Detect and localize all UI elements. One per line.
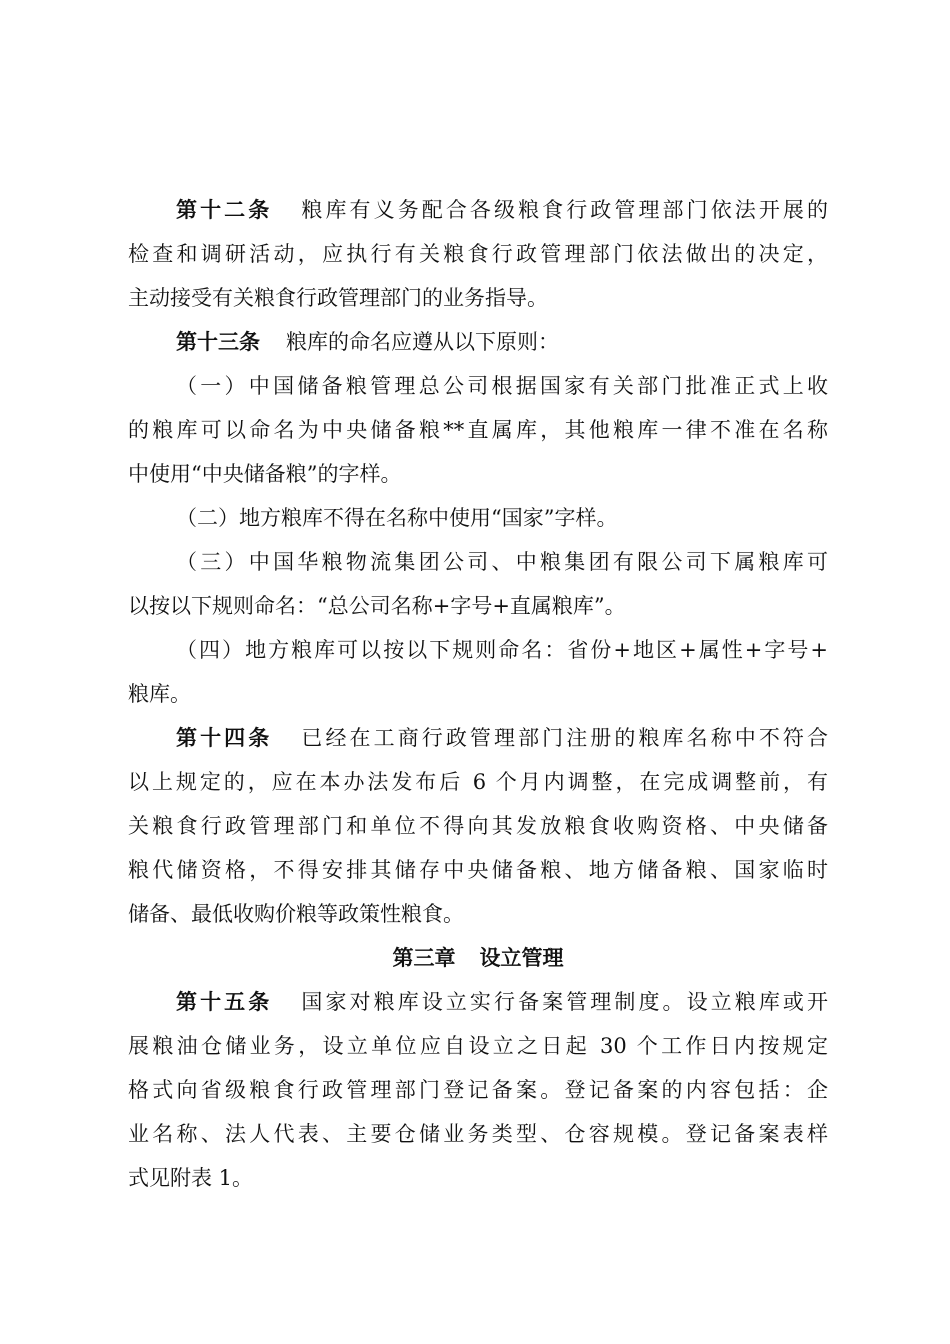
article-14-text-line: 已经在工商行政管理部门注册的粮库名称中不符合	[298, 726, 829, 750]
article-15-text-line: 展粮油仓储业务，设立单位应自设立之日起 30 个工作日内按规定	[128, 1034, 828, 1058]
article-15-text-line: 业名称、法人代表、主要仓储业务类型、仓容规模。登记备案表样	[128, 1122, 828, 1146]
article-14-text-line: 关粮食行政管理部门和单位不得向其发放粮食收购资格、中央储备	[128, 814, 828, 838]
article-13-item-1-line: 的粮库可以命名为中央储备粮**直属库，其他粮库一律不准在名称	[128, 418, 828, 442]
article-12-text-line: 主动接受有关粮食行政管理部门的业务指导。	[128, 286, 548, 310]
article-15-text-line: 国家对粮库设立实行备案管理制度。设立粮库或开	[298, 990, 829, 1014]
article-12-label: 第十二条	[176, 198, 273, 222]
article-13-intro: 粮库的命名应遵从以下原则：	[286, 330, 559, 354]
document-page	[128, 188, 828, 1200]
article-13-item-3-line: （三）中国华粮物流集团公司、中粮集团有限公司下属粮库可	[176, 550, 828, 574]
article-15-text-line: 式见附表 1。	[128, 1166, 254, 1190]
chapter-heading	[128, 936, 828, 980]
article-12-first-line	[128, 188, 828, 232]
chapter-title: 设立管理	[479, 946, 564, 970]
article-15-text-line: 格式向省级粮食行政管理部门登记备案。登记备案的内容包括：企	[128, 1078, 828, 1102]
article-13-item-2: （二）地方粮库不得在名称中使用“国家”字样。	[176, 506, 618, 530]
article-14-text-line: 以上规定的，应在本办法发布后 6 个月内调整，在完成调整前，有	[128, 770, 828, 794]
article-15-first-line	[128, 980, 828, 1024]
article-13-first-line	[128, 320, 828, 364]
article-12-text-line: 检查和调研活动，应执行有关粮食行政管理部门依法做出的决定，	[128, 242, 828, 266]
chapter-number: 第三章	[392, 946, 456, 970]
article-13-item-4-line: （四）地方粮库可以按以下规则命名：省份+地区+属性+字号+	[176, 638, 828, 662]
article-13-item-1-line: （一）中国储备粮管理总公司根据国家有关部门批准正式上收	[176, 374, 828, 398]
article-13-item-1-line: 中使用“中央储备粮”的字样。	[128, 462, 402, 486]
article-14-label: 第十四条	[176, 726, 273, 750]
article-13-item-3-line: 以按以下规则命名：“总公司名称+字号+直属粮库”。	[128, 594, 626, 618]
article-14-text-line: 储备、最低收购价粮等政策性粮食。	[128, 902, 464, 926]
article-13-item-4-line: 粮库。	[128, 682, 191, 706]
article-14-first-line	[128, 716, 828, 760]
article-13-label: 第十三条	[176, 330, 260, 354]
article-14-text-line: 粮代储资格，不得安排其储存中央储备粮、地方储备粮、国家临时	[128, 858, 828, 882]
article-15-label: 第十五条	[176, 990, 273, 1014]
article-12-text-line: 粮库有义务配合各级粮食行政管理部门依法开展的	[298, 198, 829, 222]
